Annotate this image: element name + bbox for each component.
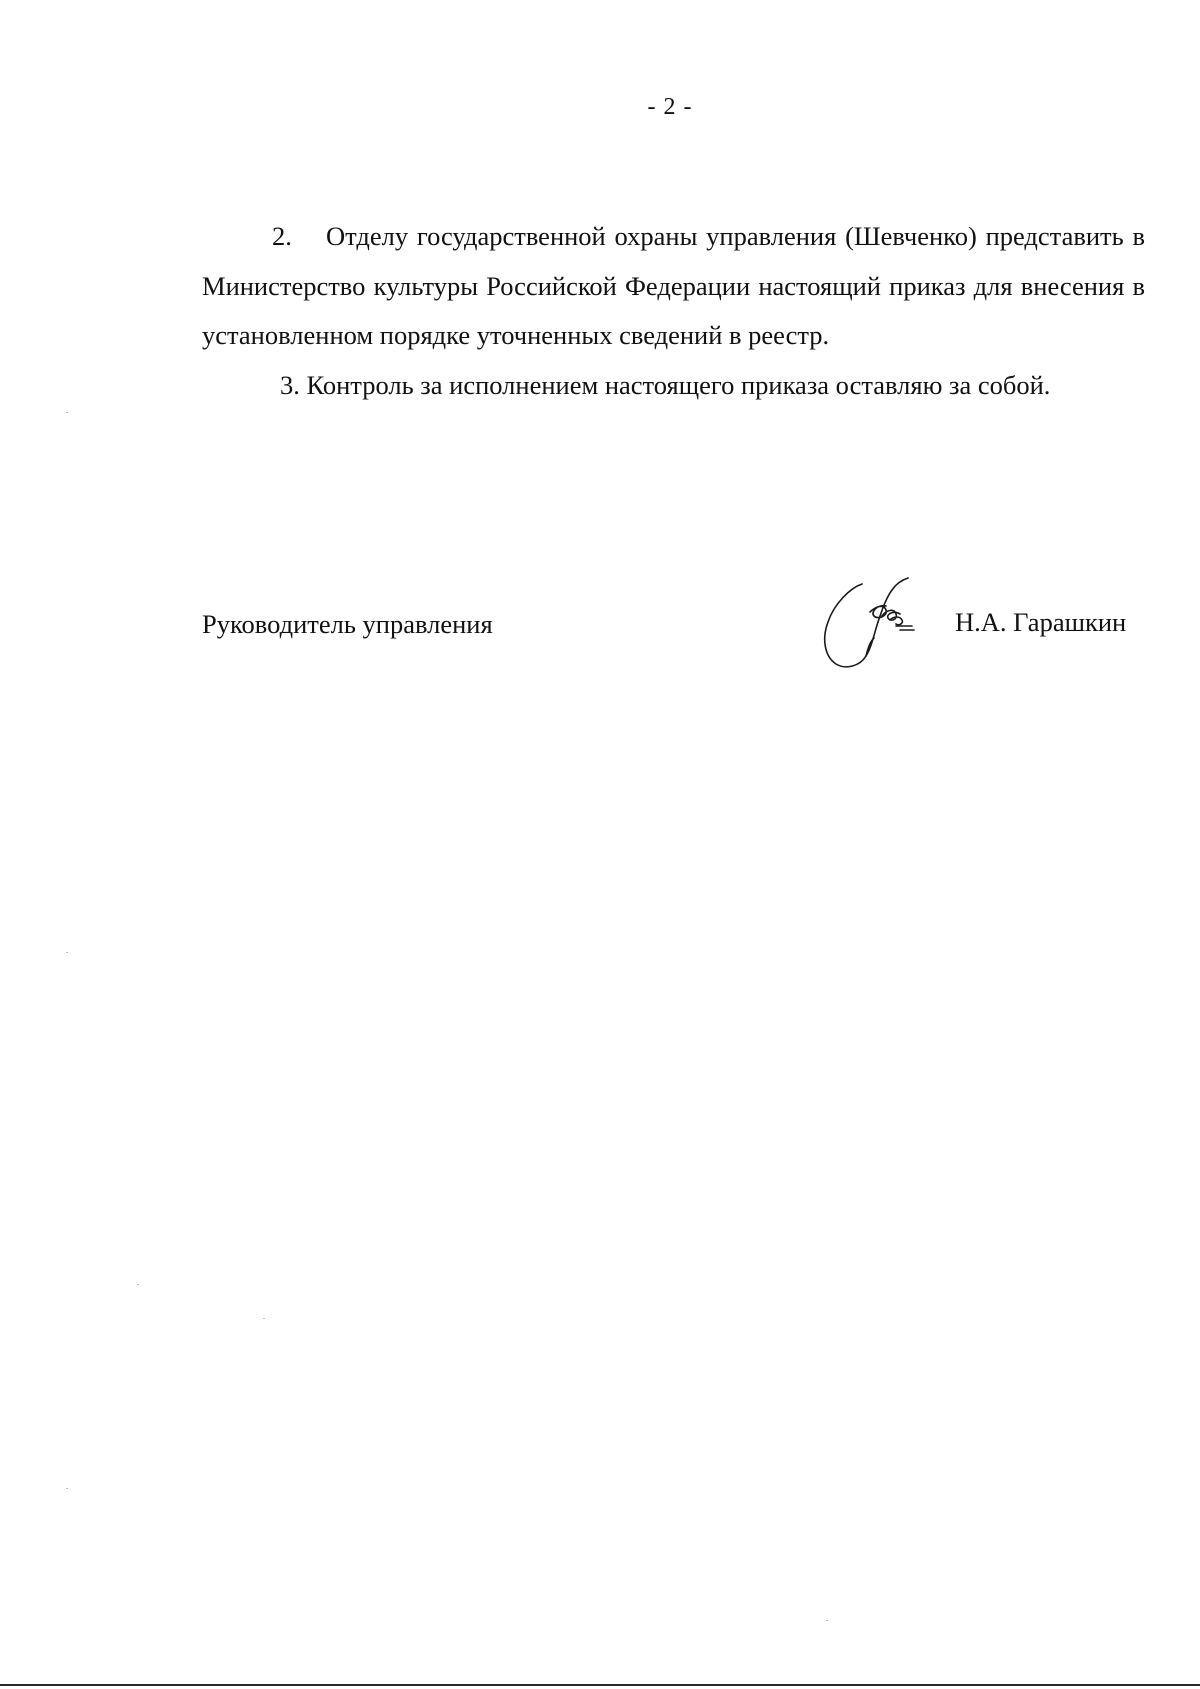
paragraph-2: [202, 212, 1145, 361]
scan-speck: [263, 1318, 265, 1319]
signatory-title: Руководитель управления: [202, 609, 493, 639]
scan-bottom-edge: [0, 1684, 1200, 1686]
scan-speck: [66, 1488, 68, 1489]
scan-speck: [137, 1284, 139, 1285]
paragraph-3: 3. Контроль за исполнением настоящего приказа оставляю за собой.: [280, 369, 1051, 400]
scan-speck: [66, 412, 68, 413]
scan-speck: [66, 952, 68, 953]
signatory-name: Н.А. Гарашкин: [955, 607, 1127, 637]
page-number: - 2 -: [647, 94, 693, 120]
scan-speck: [826, 1620, 828, 1621]
handwritten-signature: [820, 576, 925, 672]
paragraph-text: Отделу государственной охраны управления (Шевченко) представить в Министерство культуры Российской Федерации настоящий приказ для внесения в установленном порядке уточненных сведений в реестр.: [202, 221, 1145, 350]
document-body: [202, 212, 1145, 410]
paragraph-number: 2.: [272, 221, 292, 251]
